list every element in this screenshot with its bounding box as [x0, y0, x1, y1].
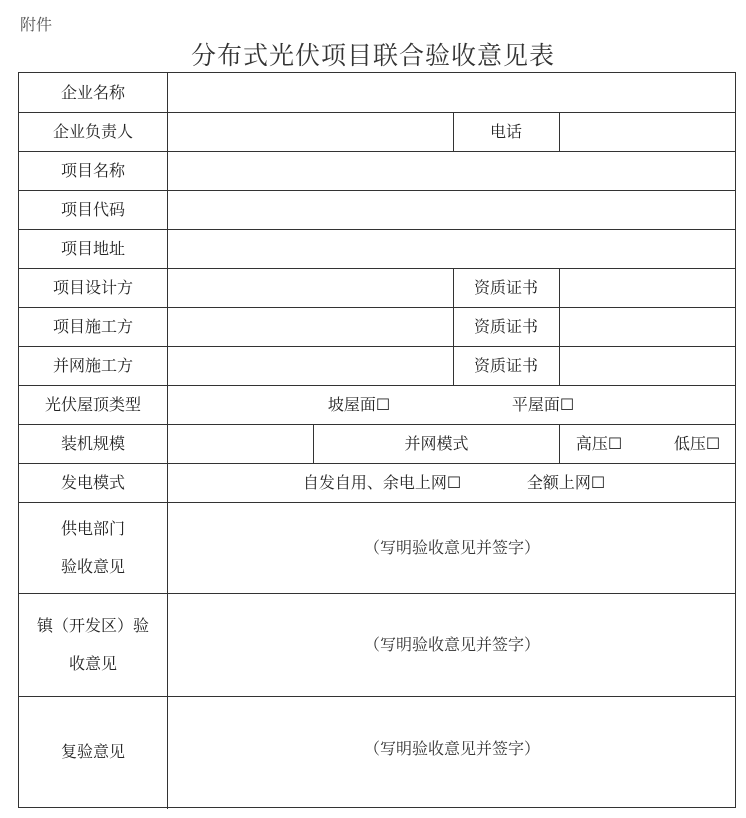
- power-dept-label-line2: 验收意见: [60, 556, 125, 576]
- constructor-cert-label: 资质证书: [473, 316, 538, 336]
- town-label-line2: 收意见: [68, 653, 117, 673]
- roof-flat-checkbox[interactable]: 平屋面☐: [511, 394, 575, 414]
- roof-slope-checkbox[interactable]: 坡屋面☐: [327, 394, 391, 414]
- designer-cert-label: 资质证书: [473, 277, 538, 297]
- project-address-field[interactable]: [168, 229, 736, 268]
- page-title: 分布式光伏项目联合验收意见表: [190, 41, 555, 70]
- recheck-label: 复验意见: [60, 742, 125, 761]
- grid-constructor-cert-field[interactable]: [560, 346, 736, 385]
- town-label: [19, 593, 167, 696]
- phone-field[interactable]: [560, 112, 736, 151]
- designer-field[interactable]: [168, 268, 453, 307]
- full-grid-checkbox[interactable]: 全额上网☐: [526, 472, 606, 492]
- capacity-field[interactable]: [168, 424, 313, 463]
- project-name-label: 项目名称: [60, 160, 125, 180]
- project-code-label: 项目代码: [60, 199, 125, 219]
- designer-label: 项目设计方: [52, 277, 133, 297]
- recheck-opinion-field[interactable]: （写明验收意见并签字）: [363, 739, 540, 758]
- self-use-surplus-checkbox[interactable]: 自发自用、余电上网☐: [302, 472, 462, 492]
- acceptance-form-table: [18, 72, 736, 808]
- roof-type-label: 光伏屋顶类型: [44, 394, 141, 414]
- constructor-label: 项目施工方: [52, 316, 133, 336]
- power-dept-label-line1: 供电部门: [60, 518, 125, 538]
- grid-constructor-cert-label: 资质证书: [473, 355, 538, 375]
- high-voltage-checkbox[interactable]: 高压☐: [575, 433, 623, 453]
- project-address-label: 项目地址: [60, 238, 125, 258]
- power-dept-opinion-field[interactable]: （写明验收意见并签字）: [363, 537, 540, 557]
- generation-mode-label: 发电模式: [60, 472, 125, 492]
- company-name-field[interactable]: [168, 73, 736, 112]
- constructor-field[interactable]: [168, 307, 453, 346]
- low-voltage-checkbox[interactable]: 低压☐: [673, 433, 721, 453]
- project-code-field[interactable]: [168, 190, 736, 229]
- project-name-field[interactable]: [168, 151, 736, 190]
- grid-constructor-label: 并网施工方: [52, 355, 133, 375]
- grid-mode-label: 并网模式: [404, 433, 469, 453]
- grid-constructor-field[interactable]: [168, 346, 453, 385]
- power-dept-label: [19, 502, 167, 593]
- designer-cert-field[interactable]: [560, 268, 736, 307]
- attachment-label: 附件: [20, 15, 53, 34]
- constructor-cert-field[interactable]: [560, 307, 736, 346]
- phone-label: 电话: [489, 121, 522, 141]
- town-label-line1: 镇（开发区）验: [36, 615, 149, 635]
- company-name-label: 企业名称: [60, 82, 125, 102]
- company-head-field[interactable]: [168, 112, 453, 151]
- town-opinion-field[interactable]: （写明验收意见并签字）: [363, 634, 540, 654]
- capacity-label: 装机规模: [60, 433, 125, 453]
- company-head-label: 企业负责人: [52, 121, 133, 141]
